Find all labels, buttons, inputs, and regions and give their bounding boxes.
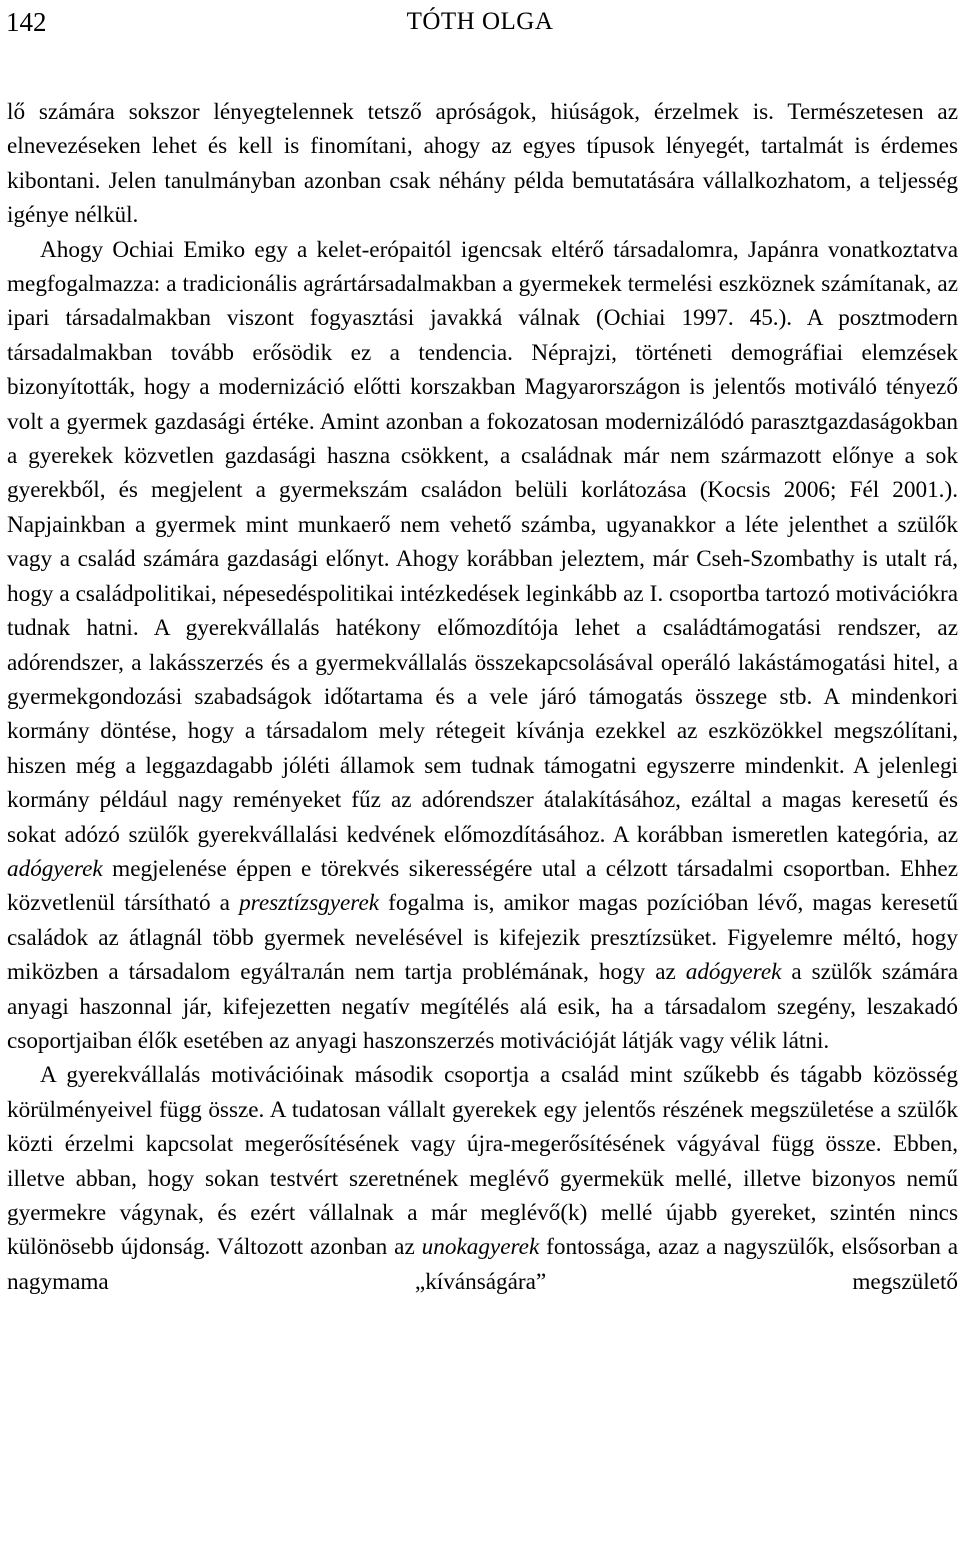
page-number: 142 [6,7,47,37]
text-run: a szülők számára anyagi haszonnal jár, kifejezetten negatív megítélés alá esik, ha a társadalom szegény, leszakadó csoportjaiban élők esetében az anyagi haszonszerzés motivációját látják vagy vélik látni. [7,959,958,1054]
text-run: A gyerekvállalás motivációinak második csoportja a család mint szűkebb és tágabb közösség körülményeivel függ össze. A tudatosan vállalt gyerekek egy jelentős részének megszületése a szülők közti érzelmi kapcsolat megerősítésének vagy újra-megerősítésének vágyával függ össze. Ebben, illetve abban, hogy sokan testvért szeretnének meglévő gyermekük mellé, illetve bizonyos nemű gyermekre vágynak, és ezért vállalnak a már meglévő(k) mellé újabb gyereket, szintén nincs különösebb újdonság. Változott azonban az [7,1062,958,1261]
paragraph [7,1058,958,1299]
italic-term: presztízsgyerek [239,890,380,917]
paragraph [7,95,958,233]
text-run: megjelenése éppen e törekvés sikerességére utal a célzott társadalmi csoportban. Ehhez közvetlenül társítható a [7,855,958,917]
paragraph [7,233,958,1059]
text-run: Ahogy Ochiai Emiko egy a kelet-erópaitól igencsak eltérő társadalomra, Japánra vonatkoztatva megfogalmazza: a tradicionális agrártársadalmakban a gyermekek termelési eszköznek számítanak, az ipari társadalmakban viszont fogyasztási javakká válnak (Ochiai 1997. 45.). A posztmodern társadalmakban tovább erősödik ez a tendencia. Néprajzi, történeti demográfiai elemzések bizonyították, hogy a modernizáció előtti korszakban Magyarországon is jelentős motiváló tényező volt a gyermek gazdasági értéke. Amint azonban a fokozatosan modernizálódó parasztgazdaságokban a gyerekek közvetlen gazdasági haszna csökkent, a családnak már nem származott előnye a sok gyerekből, és megjelent a gyermekszám családon belüli korlátozása (Kocsis 2006; Fél 2001.). Napjainkban a gyermek mint munkaerő nem vehető számba, ugyanakkor a léte jelenthet a szülők vagy a család számára gazdasági előnyt. Ahogy korábban jeleztem, már Cseh-Szombathy is utalt rá, hogy a családpolitikai, népesedéspolitikai intézkedések leginkább az I. csoportba tartozó motivációkra tudnak hatni. A gyerekvállalás hatékony előmozdítója lehet a családtámogatási rendszer, az adórendszer, a lakásszerzés és a gyermekvállalás összekapcsolásával operáló lakástámogatási hitel, a gyermekgondozási szabadságok időtartama és a vele járó támogatás összege stb. A mindenkori kormány döntése, hogy a társadalom mely rétegeit kívánja ezekkel az eszközökkel megszólítani, hiszen még a leggazdagabb jóléti államok sem tudnak támogatni egyszerre mindenkit. A jelenlegi kormány például nagy reményeket fűz az adórendszer átalakításához, ezáltal a magas keresetű és sokat adózó szülők gyerekvállalási kedvének előmozdításához. A korábban ismeretlen kategória, az [7,236,958,848]
italic-term: unokagyerek [421,1234,540,1261]
italic-term: adógyerek [7,855,103,882]
text-run: fontossága, azaz a nagyszülők, elsősorban a nagymama „kívánságára” megszülető [7,1234,958,1295]
body-text [7,95,958,1299]
running-title: TÓTH OLGA [406,8,554,35]
text-run: lő számára sokszor lényegtelennek tetsző apróságok, hiúságok, érzelmek is. Természetesen az elnevezéseken lehet és kell is finomítani, ahogy az egyes típusok lényegét, tartalmát is érdemes kibontani. Jelen tanulmányban azonban csak néhány példa bemutatására vállalkozhatom, a teljesség igénye nélkül. [7,99,958,229]
text-run: fogalma is, amikor magas pozícióban lévő, magas keresetű családok az átlagnál több gyermek nevelésével is kifejezik presztízsüket. Figyelemre méltó, hogy miközben a társadalom egyálталán nem tartja problémának, hogy az [7,890,958,986]
page-header [0,0,960,60]
italic-term: adógyerek [685,959,782,986]
